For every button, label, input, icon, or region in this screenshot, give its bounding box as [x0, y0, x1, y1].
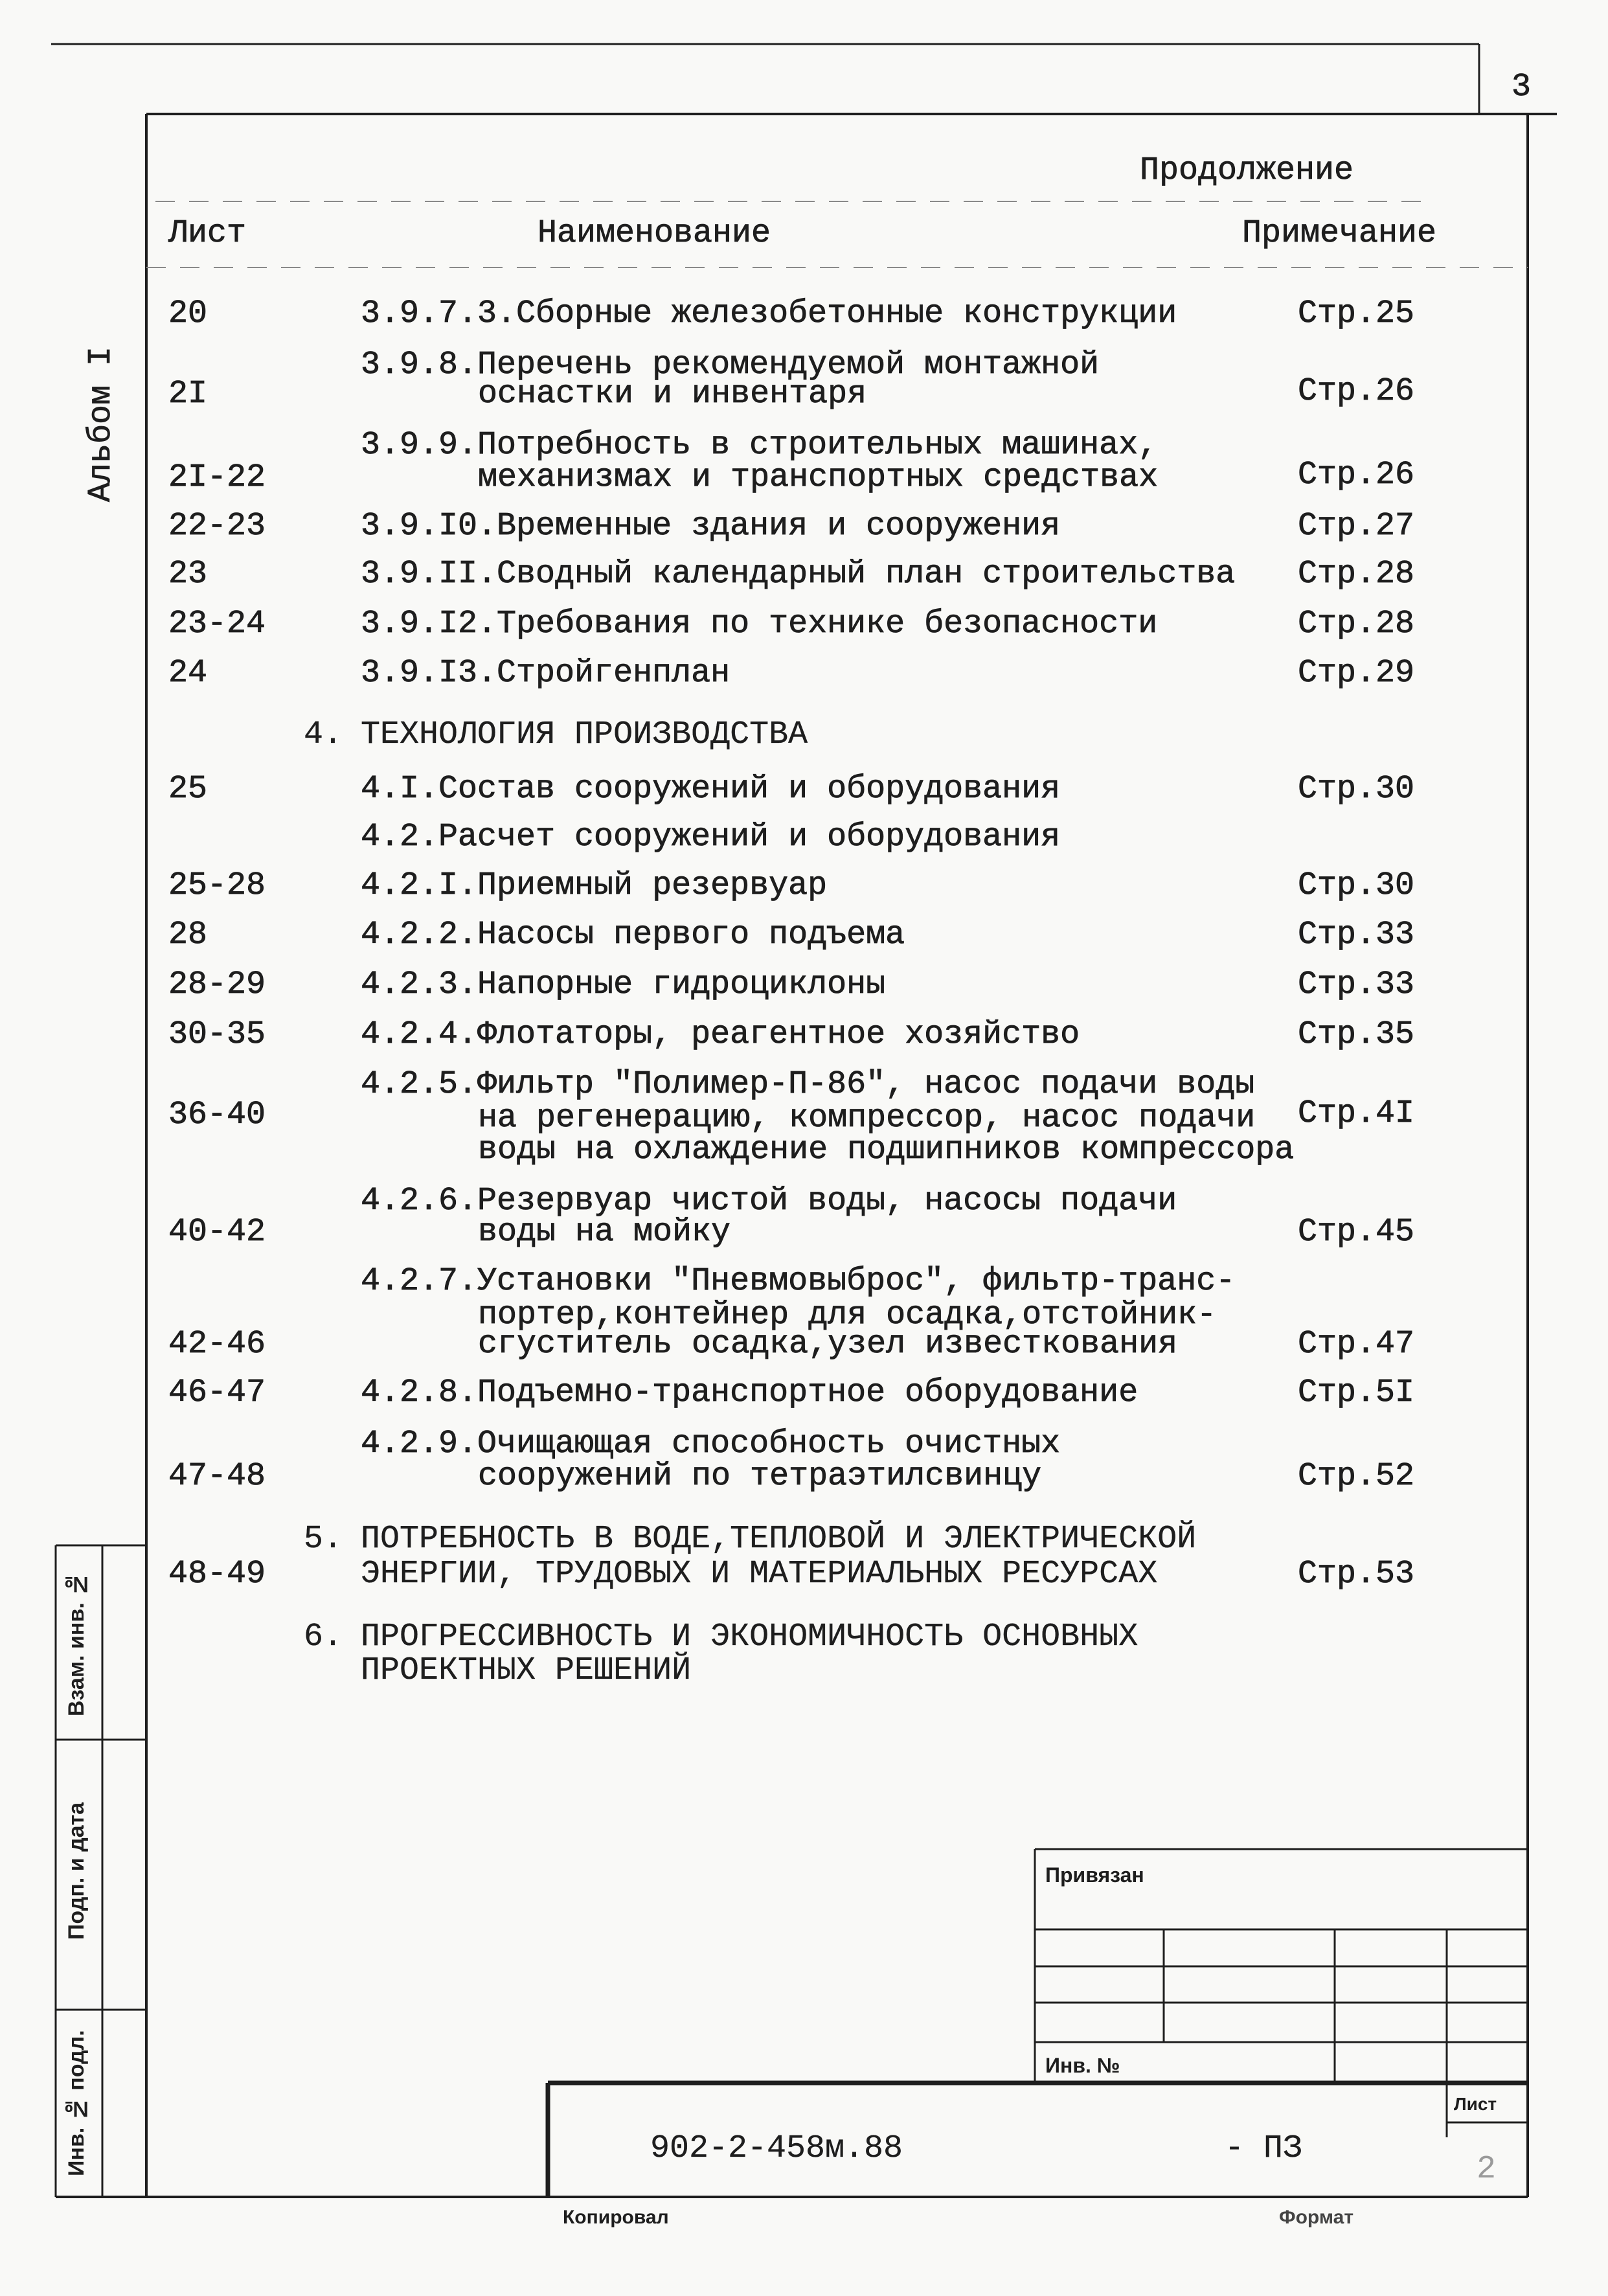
document-code: - ПЗ [1225, 2130, 1303, 2167]
entry-sheet: 25-28 [168, 867, 266, 904]
entry-note: Стр.52 [1298, 1458, 1415, 1495]
document-designation: 902-2-458м.88 [650, 2130, 903, 2167]
entry-title: 3.9.I0.Временные здания и сооружения [361, 508, 1061, 545]
section-heading: ТЕХНОЛОГИЯ ПРОИЗВОДСТВА [361, 716, 808, 753]
entry-title-continuation: портер,контейнер для осадка,отстойник- [478, 1297, 1217, 1334]
entry-note: Стр.30 [1298, 867, 1415, 904]
entry-note: Стр.35 [1298, 1016, 1415, 1053]
section-number: 6. [304, 1619, 343, 1655]
entry-title: 3.9.7.3.Сборные железобетонные конструкции [361, 295, 1177, 332]
entry-title-continuation: механизмах и транспортных средствах [478, 459, 1159, 496]
entry-sheet: 36-40 [168, 1097, 266, 1133]
entry-title: 3.9.9.Потребность в строительных машинах, [361, 427, 1158, 464]
entry-sheet: 2I-22 [168, 459, 266, 496]
side-stamp-sign-date: Подп. и дата [64, 1802, 89, 1940]
entry-title: 3.9.I3.Стройгенплан [361, 655, 730, 692]
entry-sheet: 42-46 [168, 1326, 266, 1363]
entry-sheet: 48-49 [168, 1556, 266, 1593]
entry-title: 4.2.8.Подъемно-транспортное оборудование [361, 1374, 1138, 1411]
entry-sheet: 30-35 [168, 1016, 266, 1053]
album-label: Альбом I [83, 346, 120, 503]
entry-title: 4.2.4.Флотаторы, реагентное хозяйство [361, 1016, 1080, 1053]
entry-title-continuation: на регенерацию, компрессор, насос подачи [478, 1100, 1256, 1137]
entry-sheet: 24 [168, 655, 208, 692]
format-label: Формат [1279, 2207, 1354, 2228]
page-number: 3 [1512, 69, 1532, 106]
entry-note: Стр.25 [1298, 295, 1415, 332]
entry-sheet: 28 [168, 916, 208, 953]
entry-title: 4.2.6.Резервуар чистой воды, насосы подачи [361, 1183, 1177, 1220]
entry-note: Стр.26 [1298, 457, 1415, 494]
entry-note: Стр.5I [1298, 1374, 1415, 1411]
entry-note: Стр.29 [1298, 655, 1415, 692]
entry-sheet: 46-47 [168, 1374, 266, 1411]
entry-sheet: 2I [168, 376, 208, 413]
entry-sheet: 23-24 [168, 606, 266, 642]
entry-note: Стр.47 [1298, 1326, 1415, 1363]
entry-title: 3.9.II.Сводный календарный план строительства [361, 556, 1236, 593]
entry-note: Стр.30 [1298, 771, 1415, 808]
continuation-label: Продолжение [1140, 152, 1354, 189]
entry-sheet: 20 [168, 295, 208, 332]
entry-title: 4.2.2.Насосы первого подъема [361, 916, 905, 953]
entry-sheet: 25 [168, 771, 208, 808]
sheet-number: 2 [1477, 2151, 1497, 2188]
entry-note: Стр.53 [1298, 1556, 1415, 1593]
entry-title: 4.2.7.Установки "Пневмовыброс", фильтр-транс- [361, 1263, 1236, 1300]
section-number: 4. [304, 716, 343, 753]
entry-note: Стр.28 [1298, 606, 1415, 642]
entry-sheet: 28-29 [168, 966, 266, 1003]
entry-note: Стр.4I [1298, 1095, 1415, 1132]
side-stamp-orig-inv: Инв. № подл. [64, 2030, 89, 2177]
entry-sheet: 47-48 [168, 1458, 266, 1495]
section-heading-continuation: ПРОЕКТНЫХ РЕШЕНИЙ [361, 1652, 692, 1689]
binding-label: Привязан [1045, 1863, 1144, 1887]
section-number: 5. [304, 1521, 343, 1558]
column-header-name: Наименование [538, 215, 771, 252]
entry-title: 4.I.Состав сооружений и оборудования [361, 771, 1061, 808]
section-heading: ПРОГРЕССИВНОСТЬ И ЭКОНОМИЧНОСТЬ ОСНОВНЫХ [361, 1619, 1138, 1655]
copied-label: Копировал [563, 2207, 669, 2228]
entry-sheet: 22-23 [168, 508, 266, 545]
entry-note: Стр.26 [1298, 373, 1415, 410]
entry-title-continuation: сооружений по тетраэтилсвинцу [478, 1458, 1042, 1495]
column-header-note: Примечание [1242, 215, 1437, 252]
section-heading: ПОТРЕБНОСТЬ В ВОДЕ,ТЕПЛОВОЙ И ЭЛЕКТРИЧЕСКОЙ [361, 1521, 1197, 1558]
entry-sheet: 23 [168, 556, 208, 593]
entry-title: 4.2.5.Фильтр "Полимер-П-86", насос подачи воды [361, 1066, 1255, 1103]
entry-title: 4.2.Расчет сооружений и оборудования [361, 819, 1061, 856]
entry-note: Стр.45 [1298, 1214, 1415, 1251]
side-stamp-replace-inv: Взам. инв. № [64, 1571, 89, 1716]
section-heading-continuation: ЭНЕРГИИ, ТРУДОВЫХ И МАТЕРИАЛЬНЫХ РЕСУРСАХ [361, 1556, 1158, 1593]
entry-note: Стр.33 [1298, 966, 1415, 1003]
column-header-sheet: Лист [168, 215, 247, 252]
entry-title: 3.9.I2.Требования по технике безопасности [361, 606, 1158, 642]
entry-title-continuation: воды на охлаждение подшипников компрессора [478, 1131, 1295, 1168]
entry-title: 4.2.9.Очищающая способность очистных [361, 1426, 1061, 1462]
entry-note: Стр.27 [1298, 508, 1415, 545]
entry-title-continuation: оснастки и инвентаря [478, 376, 867, 413]
entry-sheet: 40-42 [168, 1214, 266, 1251]
entry-note: Стр.33 [1298, 916, 1415, 953]
entry-title-continuation: сгуститель осадка,узел известкования [478, 1326, 1178, 1363]
sheet-label: Лист [1454, 2094, 1497, 2114]
entry-title: 4.2.3.Напорные гидроциклоны [361, 966, 886, 1003]
entry-title: 3.9.8.Перечень рекомендуемой монтажной [361, 347, 1100, 383]
entry-note: Стр.28 [1298, 556, 1415, 593]
entry-title-continuation: воды на мойку [478, 1214, 731, 1251]
binding-inv-label: Инв. № [1045, 2054, 1120, 2077]
entry-title: 4.2.I.Приемный резервуар [361, 867, 828, 904]
